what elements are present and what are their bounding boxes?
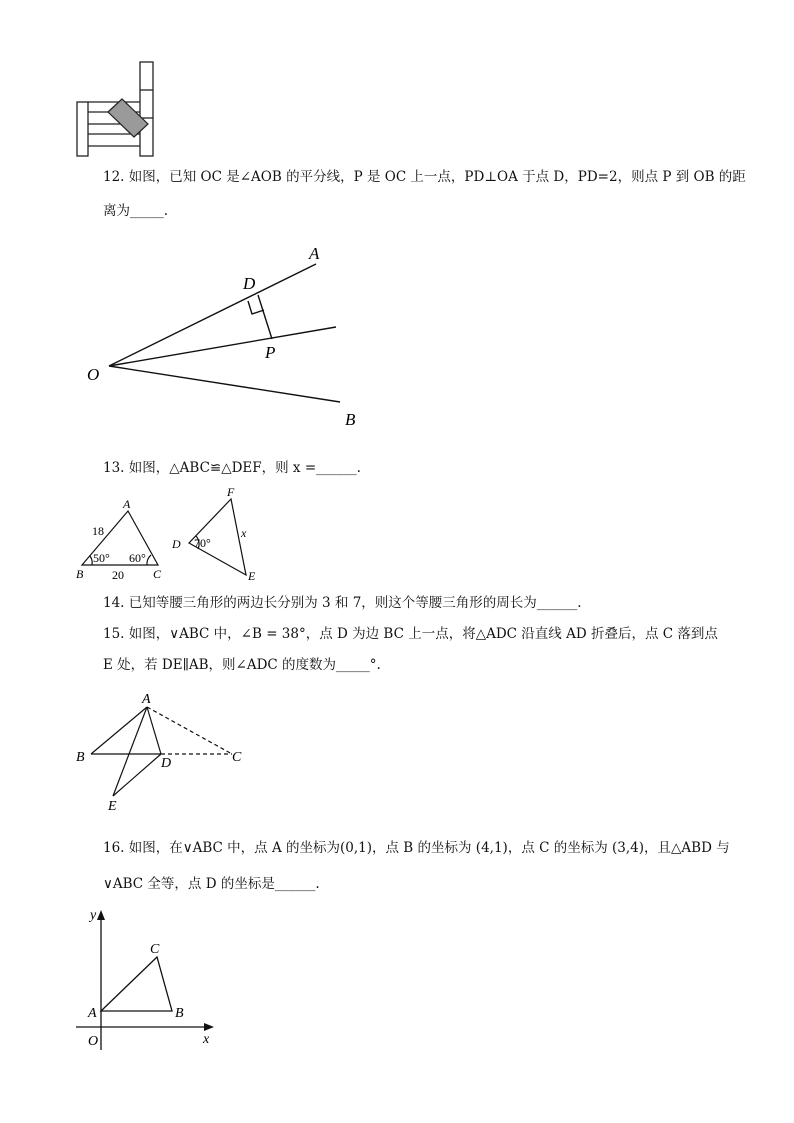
question-16-line1: 16. 如图，在∨ABC 中，点 A 的坐标为(0,1)，点 B 的坐标为 (4,1)，点 C 的坐标为 (3,4)，且△ABD 与 [103,840,730,856]
fig13-angle-70: 70° [194,536,211,550]
fig15-label-E: E [108,799,117,814]
fig13-label-F: F [227,485,235,499]
fig13-label-B: B [76,567,84,581]
fig13-angle-60: 60° [129,551,146,565]
fig13-side-18: 18 [92,524,104,538]
fig13-side-20: 20 [112,568,124,582]
fig12-label-D: D [243,274,256,293]
fig13-side-x: x [241,526,247,540]
question-15-line1: 15. 如图，∨ABC 中，∠B = 38°，点 D 为边 BC 上一点，将△ADC 沿直线 AD 折叠后，点 C 落到点 [103,626,718,642]
fig13-angle-50: 50° [93,551,110,565]
fig16-label-y: y [90,908,97,923]
fig16-label-C: C [150,942,160,957]
fig12-label-O: O [87,365,100,384]
fig12-label-B: B [345,410,356,429]
fig13-label-C: C [153,567,162,581]
fig13-label-D: D [172,537,181,551]
fig15-label-A: A [142,692,151,707]
question-14-line1: 14. 已知等腰三角形的两边长分别为 3 和 7，则这个等腰三角形的周长为______. [103,595,582,611]
fig16-label-A: A [88,1006,97,1021]
question-12-line1: 12. 如图，已知 OC 是∠AOB 的平分线，P 是 OC 上一点，PD⊥OA 于点 D，PD=2，则点 P 到 OB 的距 [103,169,746,185]
question-15-line2: E 处，若 DE∥AB，则∠ADC 的度数为_____°. [103,657,381,673]
fig13-label-E: E [248,569,256,583]
question-16-line2: ∨ABC 全等，点 D 的坐标是______. [103,876,320,892]
fig15-label-D: D [161,756,172,771]
question-13-line1: 13. 如图，△ABC≌△DEF，则 x =______. [103,460,361,476]
fig12-label-P: P [265,343,276,362]
fig13-label-A: A [123,497,131,511]
fig15-label-B: B [76,750,85,765]
fig16-label-O: O [88,1034,99,1049]
fig16-label-B: B [175,1006,184,1021]
question-12-line2: 离为_____. [103,203,169,219]
fig15-label-C: C [232,750,242,765]
fig16-label-x: x [203,1032,210,1047]
fig12-label-A: A [309,244,320,263]
